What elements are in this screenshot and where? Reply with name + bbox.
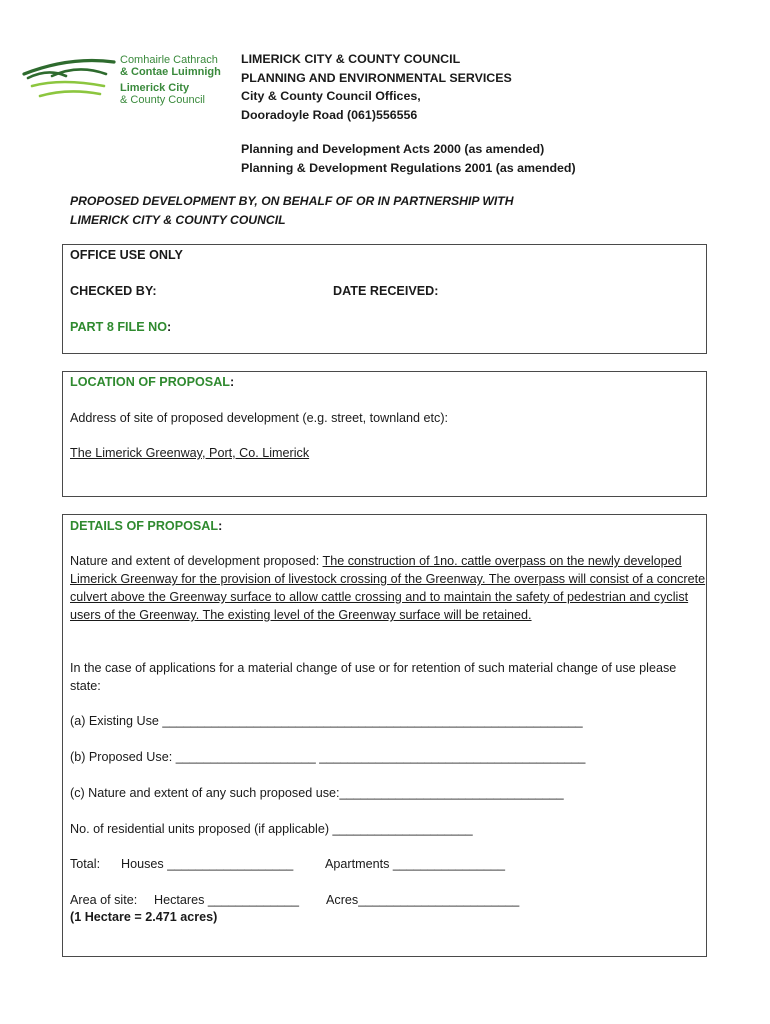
checked-by-label: CHECKED BY: <box>70 284 157 298</box>
logo-text-irish-2: & Contae Luimnigh <box>120 66 221 78</box>
part8-file-no-colon: : <box>167 320 172 334</box>
council-header <box>241 50 576 177</box>
form-title-line-1: PROPOSED DEVELOPMENT BY, ON BEHALF OF OR IN PARTNERSHIP WITH <box>70 194 514 208</box>
details-heading-colon: : <box>218 519 223 533</box>
residential-units-field: No. of residential units proposed (if applicable) ____________________ <box>70 822 473 836</box>
nature-label: Nature and extent of development proposed: <box>70 554 323 568</box>
office-address: Dooradoyle Road (061)556556 <box>241 107 418 122</box>
nature-paragraph <box>70 552 706 624</box>
details-heading <box>70 517 222 535</box>
hectare-conversion-note: (1 Hectare = 2.471 acres) <box>70 910 218 924</box>
part8-file-no-label <box>70 318 171 336</box>
existing-use-field: (a) Existing Use ____________________________________________________________ <box>70 714 583 728</box>
date-received-label: DATE RECEIVED: <box>333 284 439 298</box>
form-title-line-2: LIMERICK CITY & COUNTY COUNCIL <box>70 212 286 227</box>
total-label: Total: <box>70 857 101 871</box>
logo-text-english-2: & County Council <box>120 94 205 106</box>
location-heading-colon: : <box>230 375 235 389</box>
location-heading-text: LOCATION OF PROPOSAL <box>70 375 230 389</box>
location-heading <box>70 373 234 391</box>
proposed-use-field: (b) Proposed Use: ____________________ ______________________________________ <box>70 750 586 764</box>
acres-field: Acres_______________________ <box>326 893 520 907</box>
address-value: The Limerick Greenway, Port, Co. Limerick <box>70 446 310 460</box>
logo-text-english-1: Limerick City <box>120 82 190 94</box>
details-heading-text: DETAILS OF PROPOSAL <box>70 519 219 533</box>
area-label: Area of site: <box>70 893 138 907</box>
apartments-field: Apartments ________________ <box>325 857 505 871</box>
hectares-field: Hectares _____________ <box>154 893 299 907</box>
nature-of-use-field: (c) Nature and extent of any such proposed use:________________________________ <box>70 786 564 800</box>
council-logo <box>22 52 222 108</box>
address-label: Address of site of proposed development (e.g. street, townland etc): <box>70 411 449 425</box>
office-use-title: OFFICE USE ONLY <box>70 248 183 262</box>
change-of-use-text: In the case of applications for a material change of use or for retention of such material change of use please state: <box>70 661 677 693</box>
office-use-box <box>62 244 707 354</box>
nature-value: The construction of 1no. cattle overpass on the newly developed Limerick Greenway for the provision of livestock crossing of the Greenway. The overpass will consist of a concrete culvert above the Greenway surface to allow cattle crossing and to maintain the safety of pedestrian and cyclist users of the Greenway. The existing level of the Greenway surface will be retained. <box>70 554 706 622</box>
part8-file-no-text: PART 8 FILE NO <box>70 320 168 334</box>
location-box <box>62 371 707 497</box>
council-name: LIMERICK CITY & COUNTY COUNCIL <box>241 52 461 66</box>
council-logo-icon <box>22 52 122 108</box>
office-name: City & County Council Offices, <box>241 89 421 103</box>
houses-field: Houses __________________ <box>121 857 294 871</box>
department-name: PLANNING AND ENVIRONMENTAL SERVICES <box>241 70 512 85</box>
logo-text-irish-1: Comhairle Cathrach <box>120 54 218 66</box>
details-box <box>62 514 707 957</box>
header-spacer <box>241 124 576 140</box>
acts-reference: Planning and Development Acts 2000 (as amended) <box>241 142 545 156</box>
regulations-reference: Planning & Development Regulations 2001 (as amended) <box>241 160 576 175</box>
form-title <box>70 192 514 229</box>
